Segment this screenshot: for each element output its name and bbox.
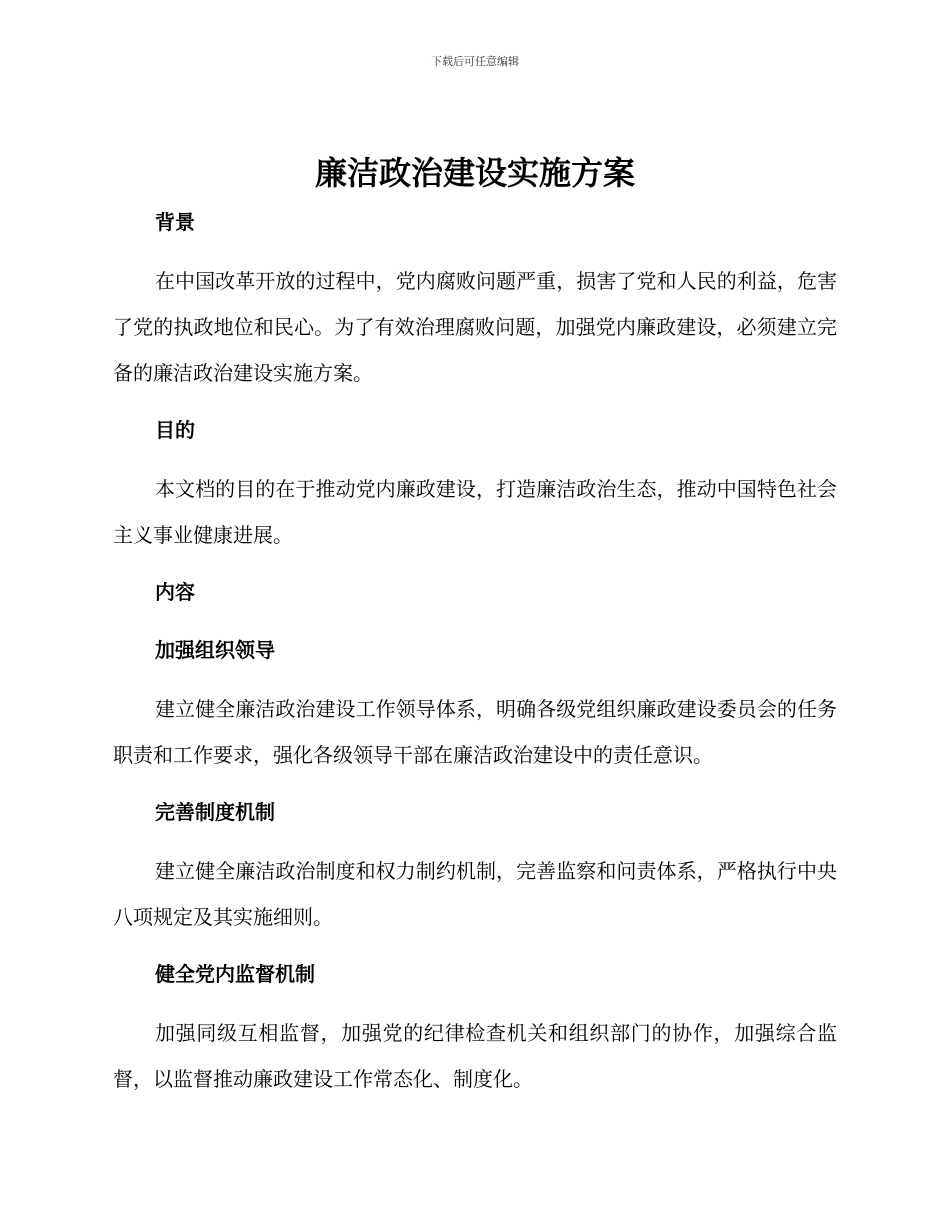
section-heading-leadership: 加强组织领导	[155, 638, 275, 662]
section-heading-purpose: 目的	[155, 418, 195, 442]
section-text-leadership: 建立健全廉洁政治建设工作领导体系，明确各级党组织廉政建设委员会的任务职责和工作要求，强化各级领导干部在廉洁政治建设中的责任意识。	[113, 697, 837, 767]
section-text-system: 建立健全廉洁政治制度和权力制约机制，完善监察和问责体系，严格执行中央八项规定及其实施细则。	[113, 859, 837, 929]
header-note: 下载后可任意编辑	[431, 55, 519, 68]
section-heading-supervision: 健全党内监督机制	[155, 962, 315, 986]
document-body	[113, 200, 837, 1102]
section-text-purpose: 本文档的目的在于推动党内廉政建设，打造廉洁政治生态，推动中国特色社会主义事业健康进展。	[113, 477, 837, 547]
section-heading-content: 内容	[155, 580, 195, 604]
section-text-supervision: 加强同级互相监督，加强党的纪律检查机关和组织部门的协作，加强综合监督，以监督推动廉政建设工作常态化、制度化。	[113, 1021, 837, 1091]
section-text-background: 在中国改革开放的过程中，党内腐败问题严重，损害了党和人民的利益，危害了党的执政地位和民心。为了有效治理腐败问题，加强党内廉政建设，必须建立完备的廉洁政治建设实施方案。	[113, 269, 837, 385]
section-heading-system: 完善制度机制	[155, 800, 275, 824]
section-heading-background: 背景	[155, 210, 195, 234]
document-title: 廉洁政治建设实施方案	[314, 154, 635, 192]
